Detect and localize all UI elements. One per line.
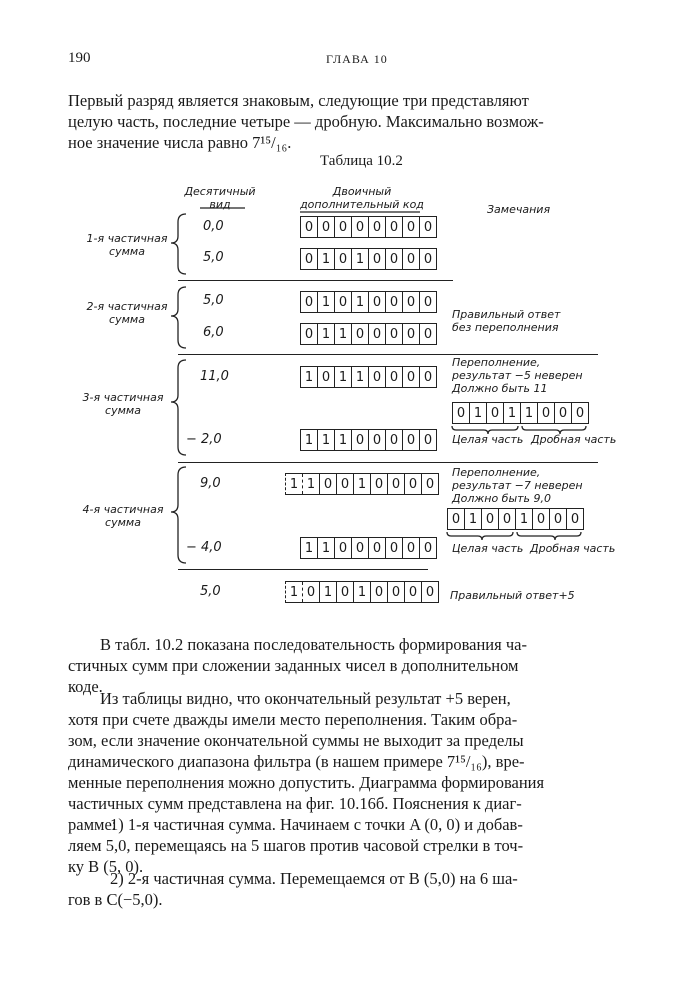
- bit-cell: 0: [369, 249, 386, 269]
- bit-cell: 1: [465, 509, 482, 529]
- bit-cell: 1: [318, 430, 335, 450]
- under-bracket: [447, 532, 513, 540]
- bit-cell: 0: [320, 474, 337, 494]
- under-bracket: [452, 426, 518, 434]
- bit-cell: 0: [425, 476, 435, 492]
- text-line: Первый разряд является знаковым, следующие три представляют: [68, 91, 529, 110]
- bit-cell: 0: [550, 509, 567, 529]
- decimal-value: 6,0: [203, 325, 224, 340]
- text-line: рамме:: [68, 815, 117, 834]
- bit-cell: 0: [453, 403, 470, 423]
- bit-cell: 0: [337, 582, 354, 602]
- bit-cell: 0: [403, 367, 420, 387]
- body-paragraph-4: [68, 868, 626, 910]
- bit-cell: 0: [335, 292, 352, 312]
- bit-cell: 0: [388, 474, 405, 494]
- bit-cell: 0: [423, 294, 433, 310]
- text-line: 1) 1-я частичная сумма. Начинаем с точки A (0, 0) и добав-: [110, 815, 523, 834]
- bit-cell: 1: [318, 292, 335, 312]
- bit-cell: 0: [403, 249, 420, 269]
- note-line: Переполнение,: [452, 356, 541, 369]
- bit-cell: 0: [448, 509, 465, 529]
- bit-cell: 0: [369, 538, 386, 558]
- curly-brace: [171, 467, 186, 563]
- label-fraction-part: Дробная часть: [530, 542, 616, 555]
- bit-cell: 0: [386, 538, 403, 558]
- bit-cell: 0: [423, 540, 433, 556]
- bit-cell: 0: [423, 219, 433, 235]
- bit-cell: 0: [403, 217, 420, 237]
- bit-cell: 1: [318, 324, 335, 344]
- bit-cell: 0: [405, 474, 422, 494]
- bit-cell: 0: [386, 367, 403, 387]
- bit-cell: 1: [286, 474, 303, 494]
- bit-cell: 0: [301, 217, 318, 237]
- under-bracket: [522, 426, 586, 434]
- bit-cell: 1: [318, 538, 335, 558]
- bit-cell: 0: [337, 474, 354, 494]
- bit-cell: 0: [388, 582, 405, 602]
- bit-cell: 1: [354, 582, 371, 602]
- bit-cell: 1: [504, 403, 521, 423]
- note-final-correct: Правильный ответ+5: [450, 589, 575, 602]
- bit-cell: 0: [499, 509, 516, 529]
- bit-cell: 0: [369, 324, 386, 344]
- bit-cell: 0: [533, 509, 550, 529]
- text-line: целую часть, последние четыре — дробную. Максимально возмож-: [68, 112, 544, 131]
- bit-cell: 0: [303, 582, 320, 602]
- decimal-value: − 2,0: [186, 432, 222, 447]
- text-line: менные переполнения можно допустить. Диаграмма формирования: [68, 773, 545, 792]
- bit-cell: 0: [482, 509, 499, 529]
- bit-cell: 0: [369, 217, 386, 237]
- table-title: Таблица 10.2: [320, 153, 403, 169]
- bit-cell: 1: [516, 509, 533, 529]
- chapter-title: ГЛАВА 10: [326, 52, 388, 66]
- bit-cell: 1: [318, 249, 335, 269]
- group-label-3: 3-я частичная сумма: [82, 391, 164, 417]
- label-integer-part: Целая часть: [452, 433, 524, 446]
- note-line: Правильный ответ: [452, 308, 561, 321]
- bit-cell: 0: [352, 324, 369, 344]
- body-paragraph-2: [68, 688, 626, 835]
- bit-cell: 0: [403, 430, 420, 450]
- bit-cell: 0: [352, 538, 369, 558]
- group-label-4: 4-я частичная сумма: [82, 503, 164, 529]
- bit-cell: 0: [335, 538, 352, 558]
- bit-cell: 0: [555, 403, 572, 423]
- bit-cell: 0: [369, 430, 386, 450]
- note-line: Переполнение,: [452, 466, 541, 479]
- bit-cell: 0: [386, 324, 403, 344]
- bit-cell: 0: [386, 249, 403, 269]
- decimal-value: 11,0: [200, 369, 229, 384]
- label-integer-part: Целая часть: [452, 542, 524, 555]
- text-line: стичных сумм при сложении заданных чисел в дополнительном: [68, 656, 519, 675]
- column-header-decimal: Десятичный вид: [184, 185, 256, 211]
- note-line: результат −7 неверен: [452, 479, 583, 492]
- text-line: Из таблицы видно, что окончательный результат +5 верен,: [100, 689, 511, 708]
- bit-cell: 0: [423, 432, 433, 448]
- label-fraction-part: Дробная часть: [531, 433, 617, 446]
- bit-cell: 1: [352, 249, 369, 269]
- curly-brace: [171, 360, 186, 455]
- decimal-value: 5,0: [203, 293, 224, 308]
- curly-brace: [171, 287, 186, 348]
- bit-cell: 1: [301, 430, 318, 450]
- bit-cell: 1: [352, 292, 369, 312]
- note-line: Должно быть 9,0: [452, 492, 552, 505]
- text-line: ное значение числа равно 7¹⁵/₁₆.: [68, 133, 292, 152]
- bit-cell: 0: [405, 582, 422, 602]
- bit-cell: 0: [301, 292, 318, 312]
- bit-cell: 0: [423, 251, 433, 267]
- bit-cell: 0: [575, 405, 585, 421]
- bit-cell: 1: [335, 367, 352, 387]
- bit-cell: 1: [470, 403, 487, 423]
- bit-cell: 0: [301, 249, 318, 269]
- bit-cell: 0: [403, 538, 420, 558]
- bit-cell: 1: [521, 403, 538, 423]
- bit-cell: 0: [403, 292, 420, 312]
- decimal-value: 5,0: [203, 250, 224, 265]
- text-line: гов в C(−5,0).: [68, 890, 163, 909]
- bit-cell: 0: [318, 367, 335, 387]
- decimal-value: 0,0: [203, 219, 224, 234]
- text-line: 2) 2-я частичная сумма. Перемещаемся от B (5,0) на 6 ша-: [110, 869, 518, 888]
- bit-cell: 0: [386, 217, 403, 237]
- bit-cell: 1: [335, 324, 352, 344]
- text-line: ляем 5,0, перемещаясь на 5 шагов против часовой стрелки в точ-: [68, 836, 524, 855]
- column-header-notes: Замечания: [487, 203, 551, 216]
- group-label-2: 2-я частичная сумма: [86, 300, 168, 326]
- group-label-1: 1-я частичная сумма: [86, 232, 168, 258]
- bit-cell: 0: [371, 582, 388, 602]
- bit-cell: 0: [403, 324, 420, 344]
- bit-cell: 0: [423, 369, 433, 385]
- page-number: 190: [68, 50, 91, 66]
- bit-cell: 0: [538, 403, 555, 423]
- bit-cell: 0: [423, 326, 433, 342]
- bit-cell: 0: [570, 511, 580, 527]
- column-header-binary: Двоичный дополнительный код: [300, 185, 424, 211]
- bit-cell: 1: [303, 474, 320, 494]
- bit-cell: 0: [335, 249, 352, 269]
- bit-cell: 0: [301, 324, 318, 344]
- text-line: коде.: [68, 677, 103, 696]
- bit-cell: 0: [369, 292, 386, 312]
- bit-cell: 0: [352, 430, 369, 450]
- note-line: без переполнения: [452, 321, 559, 334]
- curly-brace: [171, 214, 186, 274]
- text-line: частичных сумм представлена на фиг. 10.16б. Пояснения к диаг-: [68, 794, 522, 813]
- decimal-value: 9,0: [200, 476, 221, 491]
- note-line: результат −5 неверен: [452, 369, 583, 382]
- bit-cell: 0: [487, 403, 504, 423]
- bit-cell: 1: [354, 474, 371, 494]
- bit-cell: 0: [386, 292, 403, 312]
- bit-cell: 0: [318, 217, 335, 237]
- bit-cell: 0: [386, 430, 403, 450]
- bit-cell: 1: [352, 367, 369, 387]
- bit-cell: 0: [352, 217, 369, 237]
- text-line: динамического диапазона фильтра (в нашем примере 7¹⁵/₁₆), вре-: [68, 752, 525, 771]
- decimal-value: − 4,0: [186, 540, 222, 555]
- text-line: зом, если значение окончательной суммы не выходит за пределы: [68, 731, 524, 750]
- text-line: В табл. 10.2 показана последовательность формирования ча-: [100, 635, 527, 654]
- bit-cell: 1: [301, 367, 318, 387]
- bit-cell: 0: [425, 584, 435, 600]
- bit-cell: 1: [320, 582, 337, 602]
- bit-cell: 1: [335, 430, 352, 450]
- under-bracket: [517, 532, 581, 540]
- bit-cell: 0: [371, 474, 388, 494]
- bit-cell: 1: [301, 538, 318, 558]
- bit-cell: 0: [335, 217, 352, 237]
- bit-cell: 1: [286, 582, 303, 602]
- decimal-value-final: 5,0: [200, 584, 221, 599]
- text-line: ку B (5, 0).: [68, 857, 144, 876]
- text-line: хотя при счете дважды имели место переполнения. Таким обра-: [68, 710, 518, 729]
- note-line: Должно быть 11: [452, 382, 548, 395]
- bit-cell: 0: [369, 367, 386, 387]
